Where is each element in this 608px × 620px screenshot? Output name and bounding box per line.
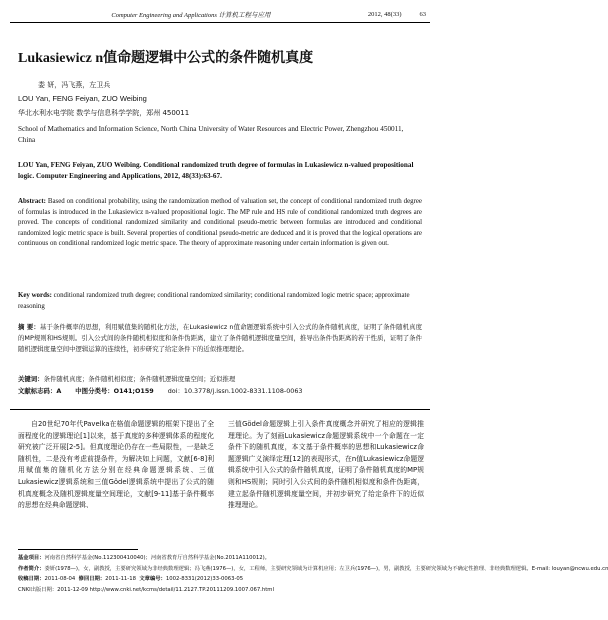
body-column-left: 自20世纪70年代Pavelka在格值命题逻辑的框架下提出了全面程度化的逻辑理论[1]以来，基于真度的多种逻辑体系的程度化研究被广泛开展[2-5]。但真度理论仍存在一些局限性，一是缺乏随机性，二是没有考虑前提条件，为解决如上问题，文献[6-8]利用赋值集的随机化方法分别在经典命题逻辑系统、三值Lukasiewicz逻辑系统和三值Gödel逻辑系统中提出了公式的随机真度概念及随机逻辑度量空间理论，文献[9-11]基于条件概率的思想在经典命题逻辑、 <box>18 420 214 510</box>
article-no: 1002-8331(2012)33-0063-05 <box>165 576 244 582</box>
authors-english: LOU Yan, FENG Feiyan, ZUO Weibing <box>18 94 147 103</box>
running-header <box>14 6 426 22</box>
abstract-label: Abstract: <box>18 198 46 205</box>
revised-date: 2011-11-18 <box>105 576 136 582</box>
section-rule <box>10 409 430 410</box>
author-bio-label: 作者简介： <box>18 565 45 572</box>
doc-code: 文献标志码：A <box>18 387 62 395</box>
affiliation-chinese: 华北水利水电学院 数学与信息科学学院，郑州 450011 <box>18 109 190 117</box>
received-date: 2011-08-04 <box>44 576 76 582</box>
author-bio: 娄妍(1978—)，女，副教授，主要研究领域为非经典数理逻辑；冯飞燕(1976—)，女，工程师，主要研究领域为计算机应用；左卫兵(1976—)，男，副教授，主要研究领域为不确定性推理、非经典数理逻辑。E-mail: louyan@ncwu.edu.cn <box>44 565 608 572</box>
doi: doi：10.3778/j.issn.1002-8331.1108-0063 <box>167 387 303 395</box>
cn-abstract-label: 摘 要： <box>18 323 40 331</box>
abstract-chinese <box>18 322 422 355</box>
keywords-text: conditional randomized truth degree; conditional randomized similarity; conditional randomized logic metric space; approximate reasoning <box>18 292 410 310</box>
fund-text: 河南省自然科学基金(No.112300410040)；河南省教育厅自然科学基金(No.2011A110012)。 <box>44 555 270 561</box>
affiliation-english: School of Mathematics and Information Science, North China University of Water Resources and Electric Power, Zhengzhou 450011, China <box>18 125 404 144</box>
authors-chinese: 娄 妍，冯飞燕，左卫兵 <box>38 81 111 89</box>
journal-name: Computer Engineering and Applications 计算机工程与应用 <box>111 11 271 19</box>
fund-label: 基金项目： <box>18 555 45 561</box>
cn-keywords-text: 条件随机真度；条件随机相似度；条件随机逻辑度量空间；近似推理 <box>43 375 236 383</box>
keywords-english <box>18 291 422 312</box>
body-column-right: 三值Gödel命题逻辑上引入条件真度概念并研究了相应的逻辑推理理论。为了刻画Lukasiewicz命题逻辑系统中一个命题在一定条件下的随机真度，本文基于条件概率的思想和Lukasiewicz命题逻辑广义演绎定理[12]的表现形式，在n值Lukasiewicz命题逻辑系统中引入公式的条件随机真度，证明了条件随机真度的MP规则和HS规则；同时引入公式间的条件随机相似度和条件伪距离，建立起条件随机逻辑度量空间，并初步研究了给定条件下的近似推理理论。 <box>228 420 424 510</box>
paper-title: Lukasiewicz n值命题逻辑中公式的条件随机真度 <box>18 51 314 66</box>
abstract-text: Based on conditional probability, using the randomization method of valuation set, the concept of conditional randomized truth degree of formulas is introduced in the Lukasiewicz n-valued propositional logic. The MP rule and HS rule of conditional randomized truth degrees are proved. The concepts of conditional randomized similarity and conditional pseudo-metric between formulas are introduced and conditional randomized logic metric space is built. Several properties of conditional pseudo-metric are deduced and it is proved that the logical operations are continuous on conditional randomized logic metric space. The theory of approximate reasoning under certain information is given out. <box>18 198 422 248</box>
footnote-rule <box>18 549 138 550</box>
cnki-line: CNKI出版日期：2011-12-09 http://www.cnki.net/kcms/detail/11.2127.TP.20111209.1007.067.html <box>18 586 274 593</box>
keywords-chinese <box>18 374 422 385</box>
cn-abstract-text: 基于条件概率的思想，利用赋值集的随机化方法，在Lukasiewicz n值命题逻辑系统中引入公式的条件随机真度，证明了条件随机真度的MP规则和HS规则。引入公式间的条件随机相似度和条件伪距离，建立了条件随机逻辑度量空间，推导出条件伪距离的若干性质，证明了条件随机逻辑度量空间中逻辑运算的连续性，初步研究了给定条件下的近似推理理论。 <box>18 323 422 353</box>
classification-line <box>18 386 422 397</box>
header-rule <box>10 22 430 23</box>
revised-label: 修回日期： <box>78 576 106 582</box>
issue-info: 2012, 48(33) <box>367 10 402 18</box>
article-no-label: 文章编号： <box>139 576 166 582</box>
citation: LOU Yan, FENG Feiyan, ZUO Weibing. Conditional randomized truth degree of formulas in Lukasiewicz n-valued propositional logic. Computer Engineering and Applications, 2012, 48(33):63-67. <box>18 161 414 180</box>
footnotes <box>18 553 608 595</box>
abstract-english <box>18 197 422 250</box>
cn-keywords-label: 关键词： <box>18 375 44 383</box>
received-label: 收稿日期： <box>18 576 45 582</box>
class-number: 中图分类号：O141;O159 <box>75 387 154 395</box>
page-number: 63 <box>419 10 426 18</box>
keywords-label: Key words: <box>18 292 52 299</box>
